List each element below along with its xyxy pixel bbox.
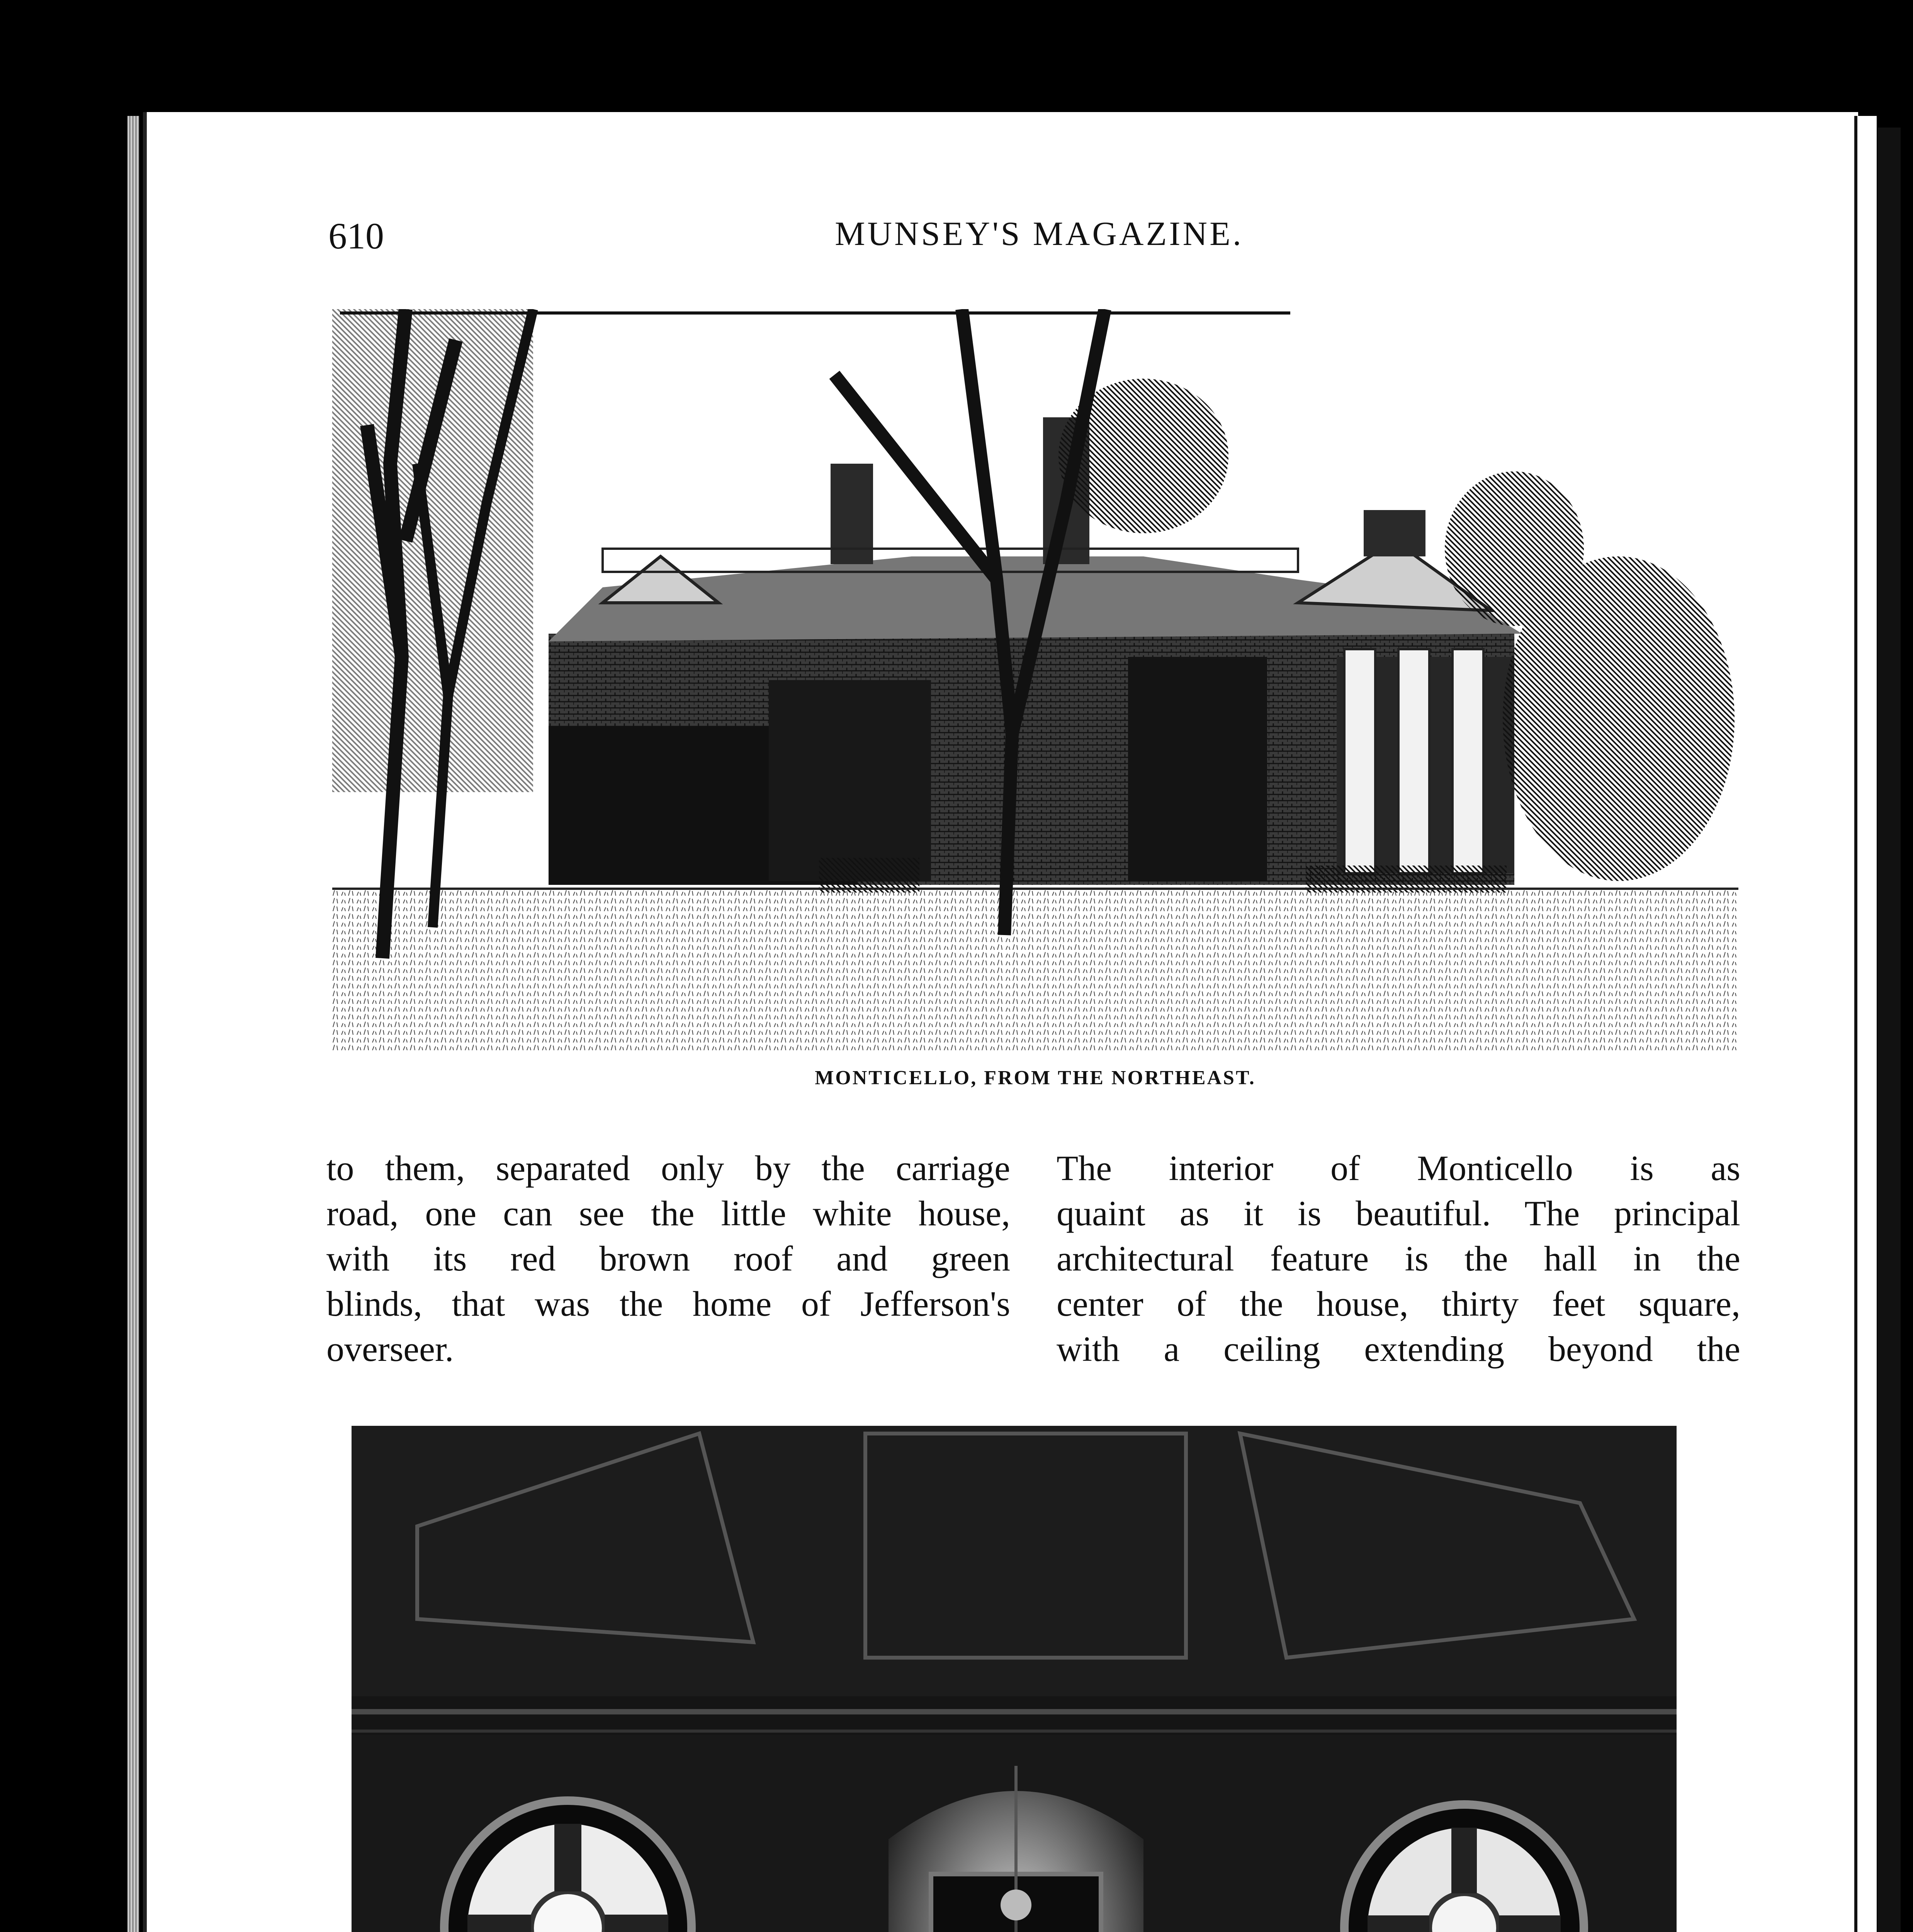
right-text-column [1057, 1146, 1740, 1372]
text-line: with a ceiling extending beyond the [1057, 1329, 1740, 1369]
left-text-column [326, 1146, 1010, 1372]
text-line: with its red brown roof and green [326, 1239, 1010, 1278]
book-spine [1877, 128, 1901, 1932]
text-line: overseer. [326, 1329, 454, 1369]
text-line: to them, separated only by the carriage [326, 1148, 1010, 1188]
page-number: 610 [328, 215, 384, 257]
text-line: center of the house, thirty feet square, [1057, 1284, 1740, 1323]
ballroom-photograph [352, 1426, 1677, 1932]
running-header: MUNSEY'S MAGAZINE. [835, 215, 1244, 253]
monticello-engraving [332, 309, 1738, 1051]
text-line: blinds, that was the home of Jefferson's [326, 1284, 1010, 1323]
text-line: architectural feature is the hall in the [1057, 1239, 1740, 1278]
page-stack-edge [127, 116, 139, 1932]
facing-page-edge [1854, 116, 1877, 1932]
figure-caption-top: MONTICELLO, FROM THE NORTHEAST. [815, 1067, 1256, 1089]
text-line: road, one can see the little white house, [326, 1194, 1010, 1233]
text-line: quaint as it is beautiful. The principal [1057, 1194, 1740, 1233]
text-line: The interior of Monticello is as [1057, 1148, 1740, 1188]
